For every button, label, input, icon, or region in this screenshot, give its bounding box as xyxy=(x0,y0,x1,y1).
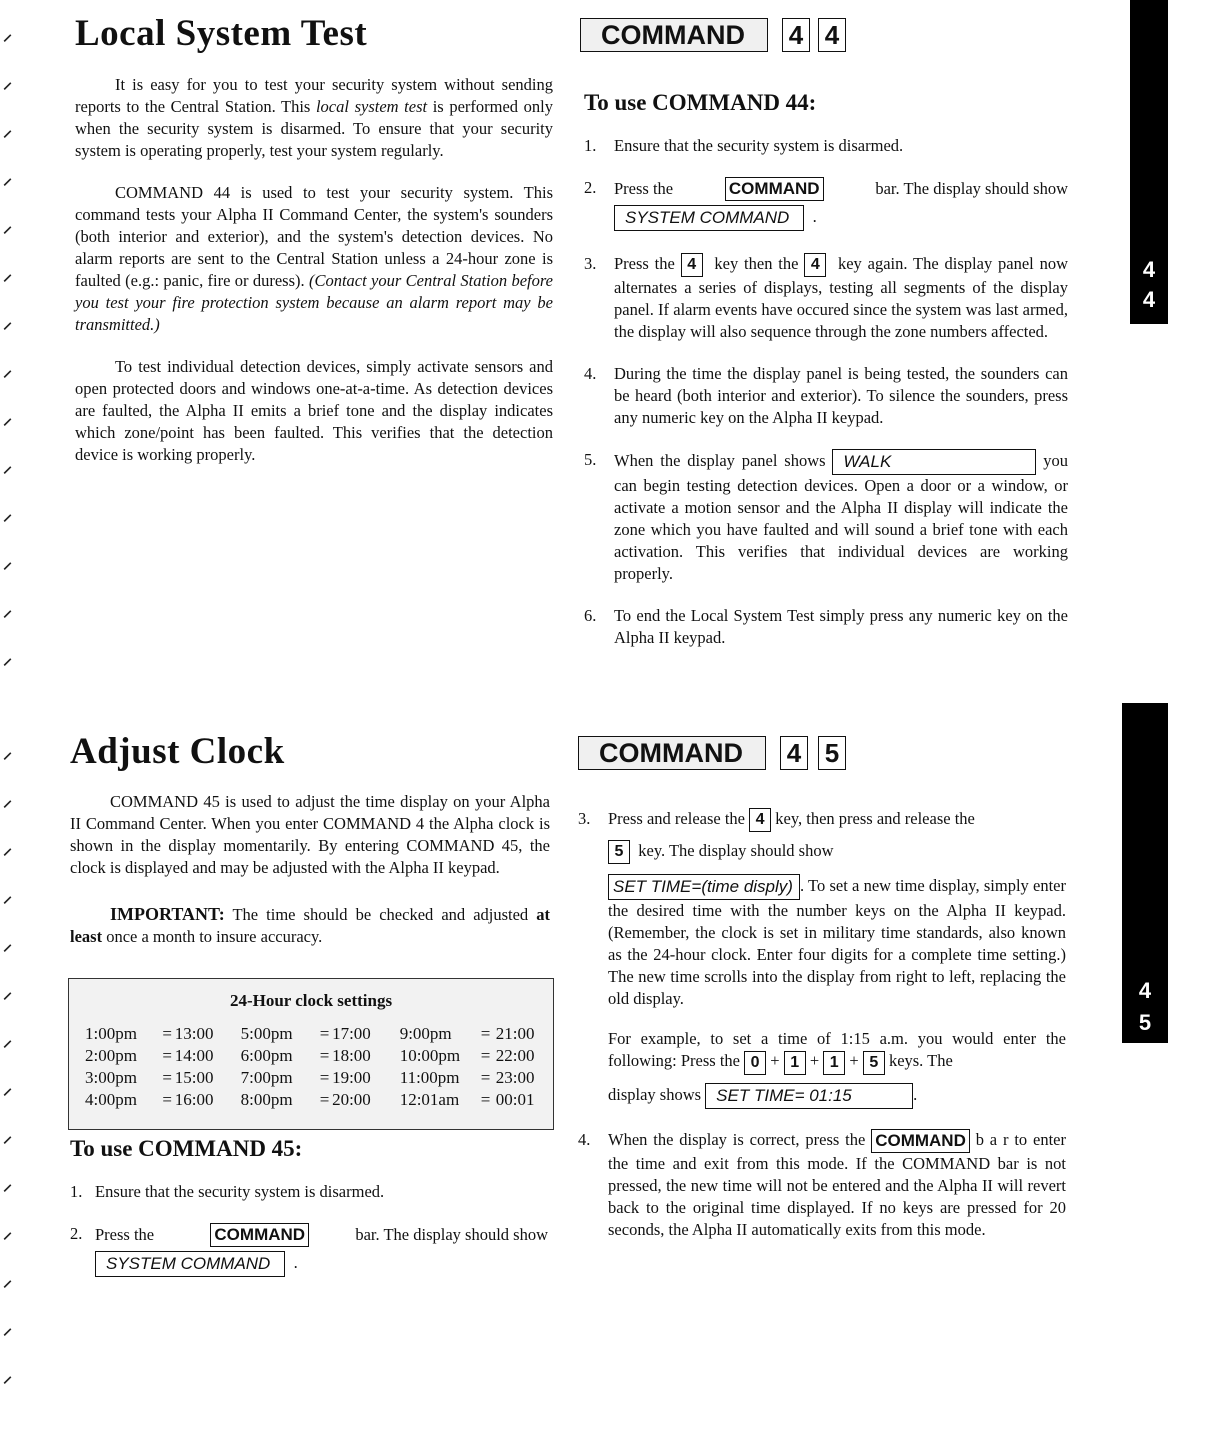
clock-cell: 6:00pm xyxy=(240,1046,293,1065)
step-1: 1. Ensure that the security system is disarmed. xyxy=(70,1182,385,1201)
clock-cell: 21:00 xyxy=(495,1024,535,1043)
section-tab-44: 4 4 xyxy=(1130,0,1168,324)
step-5: 5. When the display panel shows WALK you can begin testing detection devices. Open a door or a window, or activate a motion sensor and the Alpha II display will indicate the zone which you have faulted and will sound a brief tone with each activation. This verifies that individual devices are working properly. xyxy=(584,450,1068,584)
local-system-test-title: Local System Test xyxy=(75,13,368,54)
clock-settings-table xyxy=(85,1023,553,1111)
clock-cell: 3:00pm xyxy=(85,1068,137,1087)
clock-row xyxy=(85,1023,553,1045)
key-5: 5 xyxy=(608,840,630,864)
section-tab-45: 4 5 xyxy=(1122,703,1168,1043)
command-45-steps-left xyxy=(70,1181,548,1277)
clock-cell: = xyxy=(162,1090,172,1109)
display-system-command: SYSTEM COMMAND xyxy=(614,205,804,231)
clock-cell: 17:00 xyxy=(332,1024,371,1043)
clock-cell: = xyxy=(319,1024,330,1043)
clock-cell: = xyxy=(162,1046,172,1065)
step-3: 3. Press the 4 key then the 4 key again. The display panel now alternates a series of displays, testing all segments of the display panel. If alarm events have occured since the system was last armed, the display will also sequence through the zone numbers affected. xyxy=(584,254,1069,342)
clock-cell: 11:00pm xyxy=(399,1068,460,1087)
adjust-clock-body xyxy=(70,791,550,948)
command-key-graphic: COMMAND xyxy=(578,736,766,770)
display-set-time: SET TIME=(time disply) xyxy=(608,874,800,900)
command-44-heading: To use COMMAND 44: xyxy=(584,90,817,115)
key-5: 5 xyxy=(863,1051,885,1075)
clock-cell: 00:01 xyxy=(495,1090,535,1109)
clock-cell: = xyxy=(480,1090,491,1109)
clock-cell: = xyxy=(162,1068,172,1087)
local-test-paragraph-1: It is easy for you to test your security system without sending reports to the Central Station. This local system test is performed only when the security system is disarmed. To ensure that your security system is operating properly, test your system regularly. xyxy=(75,75,553,160)
clock-cell: = xyxy=(319,1046,330,1065)
clock-cell: 14:00 xyxy=(174,1046,214,1065)
clock-cell: 2:00pm xyxy=(85,1046,137,1065)
command-44-header xyxy=(580,18,846,52)
clock-cell: = xyxy=(162,1024,172,1043)
command-bar-key: COMMAND xyxy=(725,177,824,201)
clock-cell: = xyxy=(319,1068,330,1087)
clock-cell: 4:00pm xyxy=(85,1090,137,1109)
clock-cell: 19:00 xyxy=(332,1068,371,1087)
command-45-header xyxy=(578,736,846,770)
step-3: 3. Press and release the 4 key, then press and release the 5 key. The display should show SET TIME=(time disply) . To set a new time display, simply enter the desired time with the number keys on the Alpha II keypad. (Remember, the clock is set in military time standards, also known as the 24-hour clock. Enter four digits for a complete time setting.) The new time scrolls into the display from right to left, replacing the old display. xyxy=(578,809,1066,1009)
clock-cell: 1:00pm xyxy=(85,1024,137,1043)
clock-row xyxy=(85,1045,553,1067)
clock-cell: 10:00pm xyxy=(399,1046,461,1065)
local-test-paragraph-3: To test individual detection devices, simply activate sensors and open protected doors and windows one-at-a-time. As detection devices are faulted, the Alpha II emits a brief tone and the display indicates which zone/point has been faulted. This verifies that the detection device is working properly. xyxy=(75,357,553,464)
key-4: 4 xyxy=(749,808,771,832)
clock-row xyxy=(85,1089,553,1111)
command-bar-key: COMMAND xyxy=(871,1129,970,1153)
clock-row xyxy=(85,1067,553,1089)
key-4-graphic-2: 4 xyxy=(818,18,846,52)
clock-cell: 18:00 xyxy=(332,1046,371,1065)
step-1: 1. Ensure that the security system is disarmed. xyxy=(584,136,904,155)
step-2: 2. Press the COMMAND bar. The display should show SYSTEM COMMAND . xyxy=(584,177,1068,231)
clock-cell: 12:01am xyxy=(399,1090,460,1109)
key-5-graphic: 5 xyxy=(818,736,846,770)
key-1: 1 xyxy=(784,1051,806,1075)
clock-settings-title: 24-Hour clock settings xyxy=(229,991,393,1010)
step-4: 4. During the time the display panel is being tested, the sounders can be heard (both interior and exterior). To silence the sounders, press any numeric key on the Alpha II keypad. xyxy=(584,364,1068,428)
step-6: 6. To end the Local System Test simply press any numeric key on the Alpha II keypad. xyxy=(584,606,1068,648)
command-bar-key: COMMAND xyxy=(210,1223,309,1247)
key-4-graphic: 4 xyxy=(780,736,808,770)
clock-cell: = xyxy=(480,1068,491,1087)
command-key-graphic: COMMAND xyxy=(580,18,768,52)
step-4: 4. When the display is correct, press the COMMAND b a r to enter the time and exit from this mode. If the COMMAND bar is not pressed, the new time will not be entered and the Alpha II will revert back to the original time displayed. If no keys are pressed for 20 seconds, the Alpha II automatically exits from this mode. xyxy=(578,1129,1066,1239)
clock-cell: 13:00 xyxy=(174,1024,214,1043)
key-0: 0 xyxy=(744,1051,766,1075)
clock-cell: 20:00 xyxy=(332,1090,371,1109)
clock-cell: 7:00pm xyxy=(240,1068,293,1087)
example: For example, to set a time of 1:15 a.m. you would enter the following: Press the 0 + 1 + 1 + 5 keys. The display shows SET TIME= 01:15 . xyxy=(578,1028,1066,1108)
clock-cell: 8:00pm xyxy=(240,1090,293,1109)
key-4-graphic: 4 xyxy=(782,18,810,52)
clock-cell: = xyxy=(319,1090,330,1109)
key-1-second: 1 xyxy=(823,1051,845,1075)
key-4-again: 4 xyxy=(804,253,826,277)
clock-cell: 16:00 xyxy=(174,1090,214,1109)
adjust-clock-title: Adjust Clock xyxy=(70,731,285,772)
display-set-time-0115: SET TIME= 01:15 xyxy=(705,1083,913,1109)
command-44-steps xyxy=(584,135,1068,649)
display-system-command: SYSTEM COMMAND xyxy=(95,1251,285,1277)
command-45-steps-right xyxy=(578,808,1066,1241)
clock-cell: 23:00 xyxy=(495,1068,535,1087)
important-note: IMPORTANT: The time should be checked and adjusted at least once a month to insure accuracy. xyxy=(70,904,550,946)
clock-cell: = xyxy=(480,1046,491,1065)
clock-cell: = xyxy=(480,1024,491,1043)
command-45-heading: To use COMMAND 45: xyxy=(70,1136,303,1161)
local-test-body xyxy=(75,74,553,466)
adjust-clock-paragraph: COMMAND 45 is used to adjust the time display on your Alpha II Command Center. When you enter COMMAND 4 the Alpha clock is shown in the display momentarily. By entering COMMAND 45, the clock is displayed and may be adjusted with the Alpha II keypad. xyxy=(70,792,550,877)
clock-cell: 5:00pm xyxy=(240,1024,293,1043)
clock-settings-box xyxy=(68,978,554,1130)
key-4: 4 xyxy=(681,253,703,277)
clock-cell: 22:00 xyxy=(495,1046,535,1065)
step-2: 2. Press the COMMAND bar. The display should show SYSTEM COMMAND . xyxy=(70,1223,548,1277)
clock-cell: 15:00 xyxy=(174,1068,214,1087)
clock-cell: 9:00pm xyxy=(399,1024,452,1043)
local-test-paragraph-2: COMMAND 44 is used to test your security system. This command tests your Alpha II Command Center, the system's sounders (both interior and exterior), and the system's detection devices. No alarm reports are sent to the Central Station unless a 24-hour zone is faulted (e.g.: panic, fire or duress). (Contact your Central Station before you test your fire protection system because an alarm report may be transmitted.) xyxy=(75,183,553,334)
display-walk: WALK xyxy=(832,449,1036,475)
